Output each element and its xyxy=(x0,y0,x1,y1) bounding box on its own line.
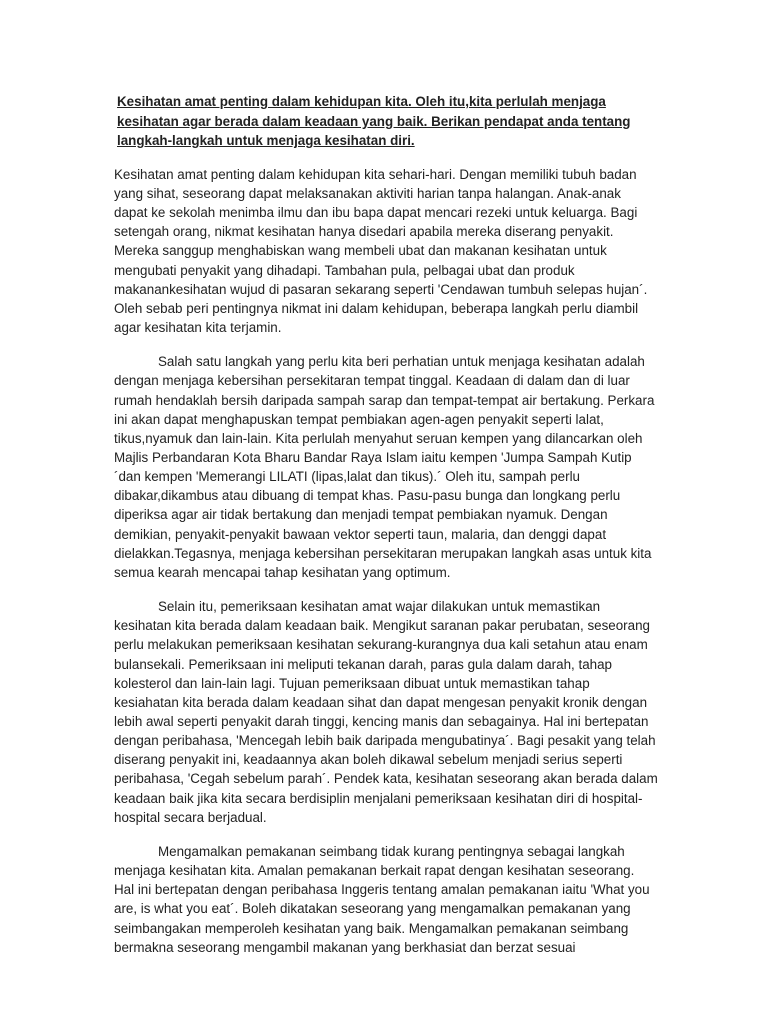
essay-question-heading: Kesihatan amat penting dalam kehidupan kita. Oleh itu,kita perlulah menjaga kesihatan agar berada dalam keadaan yang baik. Berikan pendapat anda tentang langkah-langkah untuk menjaga kesihatan diri. xyxy=(117,94,631,149)
paragraph-cleanliness: Salah satu langkah yang perlu kita beri perhatian untuk menjaga kesihatan adalah dengan menjaga kebersihan persekitaran tempat tinggal. Keadaan di dalam dan di luar rumah hendaklah bersih daripada sampah sarap dan tempat-tempat air bertakung. Perkara ini akan dapat menghapuskan tempat pembiakan agen-agen penyakit seperti lalat, tikus,nyamuk dan lain-lain. Kita perlulah menyahut seruan kempen yang dilancarkan oleh Majlis Perbandaran Kota Bharu Bandar Raya Islam iaitu kempen 'Jumpa Sampah Kutip´dan kempen 'Memerangi LILATI (lipas,lalat dan tikus).´ Oleh itu, sampah perlu dibakar,dikambus atau dibuang di tempat khas. Pasu-pasu bunga dan longkang perlu diperiksa agar air tidak bertakung dan menjadi tempat pembiakan nyamuk. Dengan demikian, penyakit-penyakit bawaan vektor seperti taun, malaria, dan denggi dapat dielakkan.Tegasnya, menjaga kebersihan persekitaran merupakan langkah asas untuk kita semua kearah mencapai tahap kesihatan yang optimum. xyxy=(114,354,655,580)
paragraph-balanced-diet: Mengamalkan pemakanan seimbang tidak kurang pentingnya sebagai langkah menjaga kesihatan kita. Amalan pemakanan berkait rapat dengan kesihatan seseorang. Hal ini bertepatan dengan peribahasa Inggeris tentang amalan pemakanan iaitu 'What you are, is what you eat´. Boleh dikatakan seseorang yang mengamalkan pemakanan yang seimbangakan memperoleh kesihatan yang baik. Mengamalkan pemakanan seimbang bermakna seseorang mengambil makanan yang berkhasiat dan berzat sesuai xyxy=(114,843,650,955)
paragraph-introduction: Kesihatan amat penting dalam kehidupan kita sehari-hari. Dengan memiliki tubuh badan yang sihat, seseorang dapat melaksanakan aktiviti harian tanpa halangan. Anak-anak dapat ke sekolah menimba ilmu dan ibu bapa dapat mencari rezeki untuk keluarga. Bagi setengah orang, nikmat kesihatan hanya disedari apabila mereka diserang penyakit. Mereka sanggup menghabiskan wang membeli ubat dan makanan kesihatan untuk mengubati penyakit yang dihadapi. Tambahan pula, pelbagai ubat dan produk makanankesihatan wujud di pasaran sekarang seperti 'Cendawan tumbuh selepas hujan´. Oleh sebab peri pentingnya nikmat ini dalam kehidupan, beberapa langkah perlu diambil agar kesihatan kita terjamin. xyxy=(114,166,648,336)
paragraph-health-checkup: Selain itu, pemeriksaan kesihatan amat wajar dilakukan untuk memastikan kesihatan kita berada dalam keadaan baik. Mengikut saranan pakar perubatan, seseorang perlu melakukan pemeriksaan kesihatan sekurang-kurangnya dua kali setahun atau enam bulansekali. Pemeriksaan ini meliputi tekanan darah, paras gula dalam darah, tahap kolesterol dan lain-lain lagi. Tujuan pemeriksaan dibuat untuk memastikan tahap kesiahatan kita berada dalam keadaan sihat dan dapat mengesan penyakit kronik dengan lebih awal seperti penyakit darah tinggi, kencing manis dan sebagainya. Hal ini bertepatan dengan peribahasa, 'Mencegah lebih baik daripada mengubatinya´. Bagi pesakit yang telah diserang penyakit ini, keadaannya akan boleh dikawal sebelum menjadi serius seperti peribahasa, 'Cegah sebelum parah´. Pendek kata, kesihatan seseorang akan berada dalam keadaan baik jika kita secara berdisiplin menjalani pemeriksaan kesihatan diri di hospital-hospital secara berjadual. xyxy=(114,599,658,825)
document-page xyxy=(114,92,658,972)
